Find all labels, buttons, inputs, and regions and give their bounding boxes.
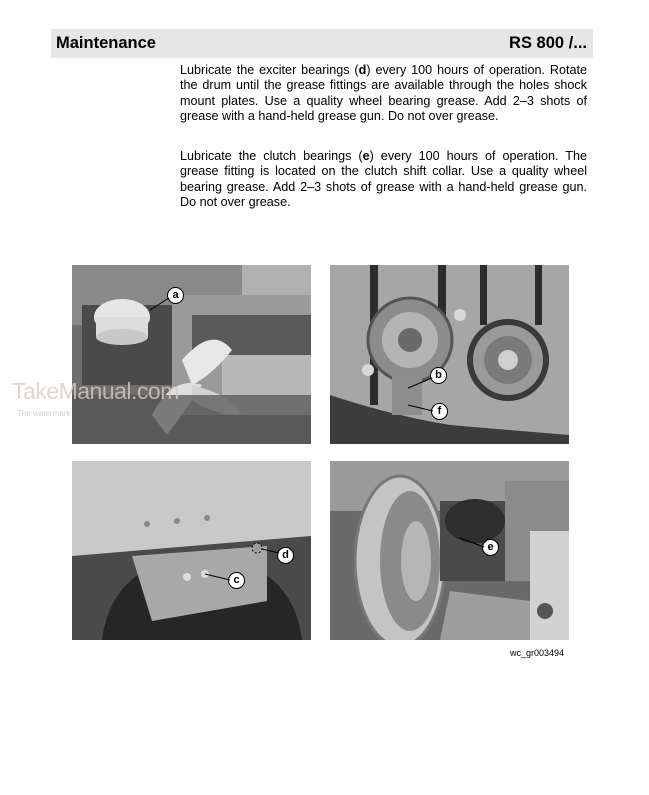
callout-d: d [277,547,294,564]
model-title: RS 800 /... [509,34,587,52]
watermark-logo: TakeManual.com [12,378,179,404]
watermark-subtext: The watermark [17,409,71,418]
callout-a: a [167,287,184,304]
callout-f: f [431,403,448,420]
figure-reference: wc_gr003494 [510,648,565,658]
page-header [51,29,593,58]
callout-b: b [430,367,447,384]
callout-e: e [482,539,499,556]
photo-drum-plate [72,461,311,640]
exciter-bearings-paragraph: Lubricate the exciter bearings (d) every 100 hours of operation. Rotate the drum until the grease fittings are available through the holes shock mount plates. Use a quality wheel bearing grease. Add 2–3 shots of grease with a hand-held grease gun. Do not over grease. [180,63,588,123]
callout-c: c [228,572,245,589]
clutch-bearings-paragraph: Lubricate the clutch bearings (e) every 100 hours of operation. The grease fitting is located on the clutch shift collar. Use a quality wheel bearing grease. Add 2–3 shots of grease with a hand-held grease gun. Do not over grease. [180,149,587,209]
photo-clutch-collar [330,461,569,640]
photo-clutch-pulley [330,265,569,444]
section-title: Maintenance [56,34,156,52]
photo-exciter-area [72,265,311,444]
